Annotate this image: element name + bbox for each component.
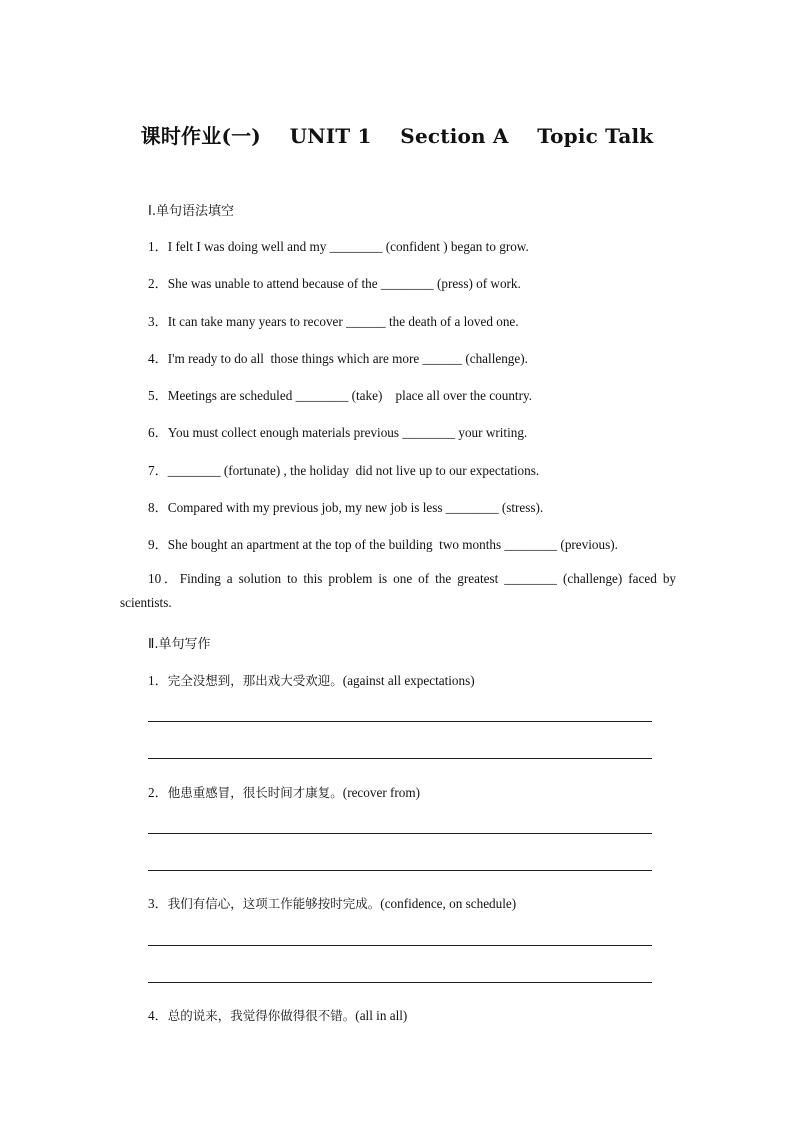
grammar-item-6 xyxy=(148,422,527,441)
writing-item-3 xyxy=(148,893,516,912)
grammar-item-7 xyxy=(148,460,539,479)
item-number: 10． xyxy=(148,571,180,586)
item-number: 1． xyxy=(148,239,168,254)
item-number: 4． xyxy=(148,351,168,366)
item-text: Meetings are scheduled ________ (take) place all over the country. xyxy=(167,388,533,403)
item-number: 2． xyxy=(148,785,168,800)
writing-item-2 xyxy=(148,782,420,801)
grammar-item-1 xyxy=(148,236,529,255)
item-hint: (against all expectations) xyxy=(342,673,475,688)
section-heading-grammar: Ⅰ.单句语法填空 xyxy=(148,204,234,219)
item-text: You must collect enough materials previous ________ your writing. xyxy=(167,425,528,440)
writing-item-1 xyxy=(148,670,475,689)
grammar-item-3 xyxy=(148,311,519,330)
grammar-item-9 xyxy=(148,534,618,553)
item-number: 6． xyxy=(148,425,168,440)
item-number: 1． xyxy=(148,673,168,688)
grammar-item-8 xyxy=(148,497,543,516)
item-number: 3． xyxy=(148,896,168,911)
writing-item-4 xyxy=(148,1005,407,1024)
item-hint: (all in all) xyxy=(355,1008,408,1023)
item-number: 9． xyxy=(148,537,168,552)
item-number: 3． xyxy=(148,314,168,329)
item-number: 4． xyxy=(148,1008,168,1023)
item-number: 5． xyxy=(148,388,168,403)
item-number: 7． xyxy=(148,463,168,478)
item-text: Compared with my previous job, my new job is less ________ (stress). xyxy=(167,500,544,515)
item-chinese: 完全没想到，那出戏大受欢迎。 xyxy=(167,673,343,688)
grammar-item-2 xyxy=(148,273,521,292)
grammar-item-10 xyxy=(120,567,676,615)
answer-line[interactable] xyxy=(148,721,652,722)
answer-line[interactable] xyxy=(148,758,652,759)
item-hint: (recover from) xyxy=(342,785,421,800)
item-text: ________ (fortunate) , the holiday did not live up to our expectations. xyxy=(167,463,540,478)
item-chinese: 我们有信心，这项工作能够按时完成。 xyxy=(167,896,381,911)
item-text: She bought an apartment at the top of the building two months ________ (previous). xyxy=(167,537,618,552)
answer-line[interactable] xyxy=(148,870,652,871)
answer-line[interactable] xyxy=(148,945,652,946)
item-hint: (confidence, on schedule) xyxy=(380,896,517,911)
item-text: She was unable to attend because of the ________ (press) of work. xyxy=(167,276,521,291)
section-heading-writing: Ⅱ.单句写作 xyxy=(148,637,211,652)
item-text: I'm ready to do all those things which are more ______ (challenge). xyxy=(167,351,528,366)
answer-line[interactable] xyxy=(148,833,652,834)
item-text: I felt I was doing well and my ________ (confident ) began to grow. xyxy=(167,239,529,254)
grammar-item-5 xyxy=(148,385,532,404)
item-number: 2． xyxy=(148,276,168,291)
grammar-item-4 xyxy=(148,348,528,367)
page-title: 课时作业(一) UNIT 1 Section A Topic Talk xyxy=(140,124,654,148)
item-text: It can take many years to recover ______ the death of a loved one. xyxy=(167,314,519,329)
answer-line[interactable] xyxy=(148,982,652,983)
item-number: 8． xyxy=(148,500,168,515)
item-chinese: 他患重感冒，很长时间才康复。 xyxy=(167,785,343,800)
item-text: Finding a solution to this problem is one of the greatest ________ (challenge) faced by scientists. xyxy=(120,571,677,610)
item-chinese: 总的说来，我觉得你做得很不错。 xyxy=(167,1008,356,1023)
